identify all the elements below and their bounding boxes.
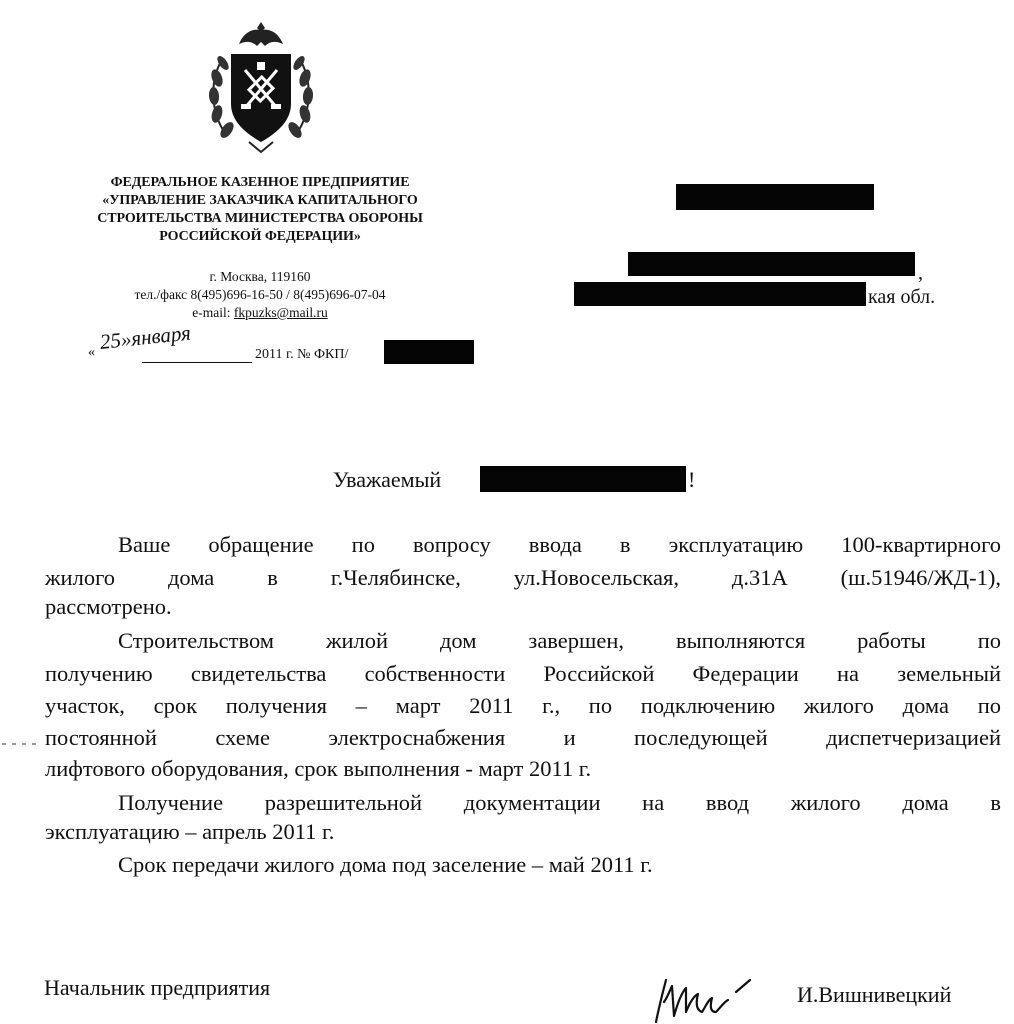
date-open-quote: « bbox=[88, 345, 95, 360]
org-contacts bbox=[60, 268, 460, 322]
redacted-recipient-region bbox=[574, 282, 866, 306]
redacted-addressee-name bbox=[480, 466, 686, 492]
greeting-salutation: Уважаемый bbox=[333, 467, 442, 492]
body-line: эксплуатацию – апрель 2011 г. bbox=[45, 819, 335, 844]
scan-artifact bbox=[0, 738, 45, 750]
body-line: Ваше обращение по вопросу ввода в эксплуатацию 100-квартирного bbox=[118, 532, 1001, 557]
redacted-letter-number bbox=[384, 340, 474, 364]
org-city: г. Москва, 119160 bbox=[209, 269, 311, 284]
signatory-title: Начальник предприятия bbox=[44, 975, 271, 1000]
recipient-address-comma: , bbox=[918, 262, 923, 284]
redacted-recipient-name bbox=[676, 184, 874, 210]
body-line: лифтового оборудования, срок выполнения - март 2011 г. bbox=[45, 756, 592, 781]
signatory-name: И.Вишнивецкий bbox=[797, 982, 952, 1007]
body-line: Строительством жилой дом завершен, выполняются работы по bbox=[118, 628, 1001, 653]
body-line: получению свидетельства собственности Российской Федерации на земельный bbox=[45, 661, 1001, 686]
org-email bbox=[60, 304, 460, 322]
redacted-recipient-address-line bbox=[628, 252, 915, 276]
body-line: участок, срок получения – март 2011 г., по подключению жилого дома по bbox=[45, 693, 1001, 718]
greeting-exclamation: ! bbox=[688, 467, 696, 492]
org-line: «УПРАВЛЕНИЕ ЗАКАЗЧИКА КАПИТАЛЬНОГО bbox=[102, 193, 418, 208]
handwritten-date: 25»января bbox=[98, 320, 192, 354]
letter-year-number: 2011 г. № ФКП/ bbox=[255, 347, 349, 362]
email-label: e-mail: bbox=[192, 305, 234, 320]
recipient-region-tail: кая обл. bbox=[868, 286, 936, 308]
body-line: Срок передачи жилого дома под заселение – май 2011 г. bbox=[118, 852, 653, 877]
handwritten-signature bbox=[650, 972, 770, 1024]
body-line: рассмотрено. bbox=[45, 594, 172, 619]
org-phone: тел./факс 8(495)696-16-50 / 8(495)696-07-04 bbox=[134, 287, 386, 302]
email-link[interactable]: fkpuzks@mail.ru bbox=[233, 305, 328, 320]
coat-of-arms-emblem bbox=[205, 18, 317, 156]
organization-name bbox=[60, 174, 460, 246]
org-line: РОССИЙСКОЙ ФЕДЕРАЦИИ» bbox=[159, 229, 361, 244]
body-line: Получение разрешительной документации на ввод жилого дома в bbox=[118, 790, 1001, 815]
org-line: СТРОИТЕЛЬСТВА МИНИСТЕРСТВА ОБОРОНЫ bbox=[97, 211, 423, 226]
body-line: постоянной схеме электроснабжения и последующей диспетчеризацией bbox=[45, 725, 1001, 750]
org-line: ФЕДЕРАЛЬНОЕ КАЗЕННОЕ ПРЕДПРИЯТИЕ bbox=[110, 175, 410, 190]
date-underline bbox=[142, 362, 252, 363]
body-line: жилого дома в г.Челябинске, ул.Новосельская, д.31А (ш.51946/ЖД-1), bbox=[45, 565, 1001, 590]
